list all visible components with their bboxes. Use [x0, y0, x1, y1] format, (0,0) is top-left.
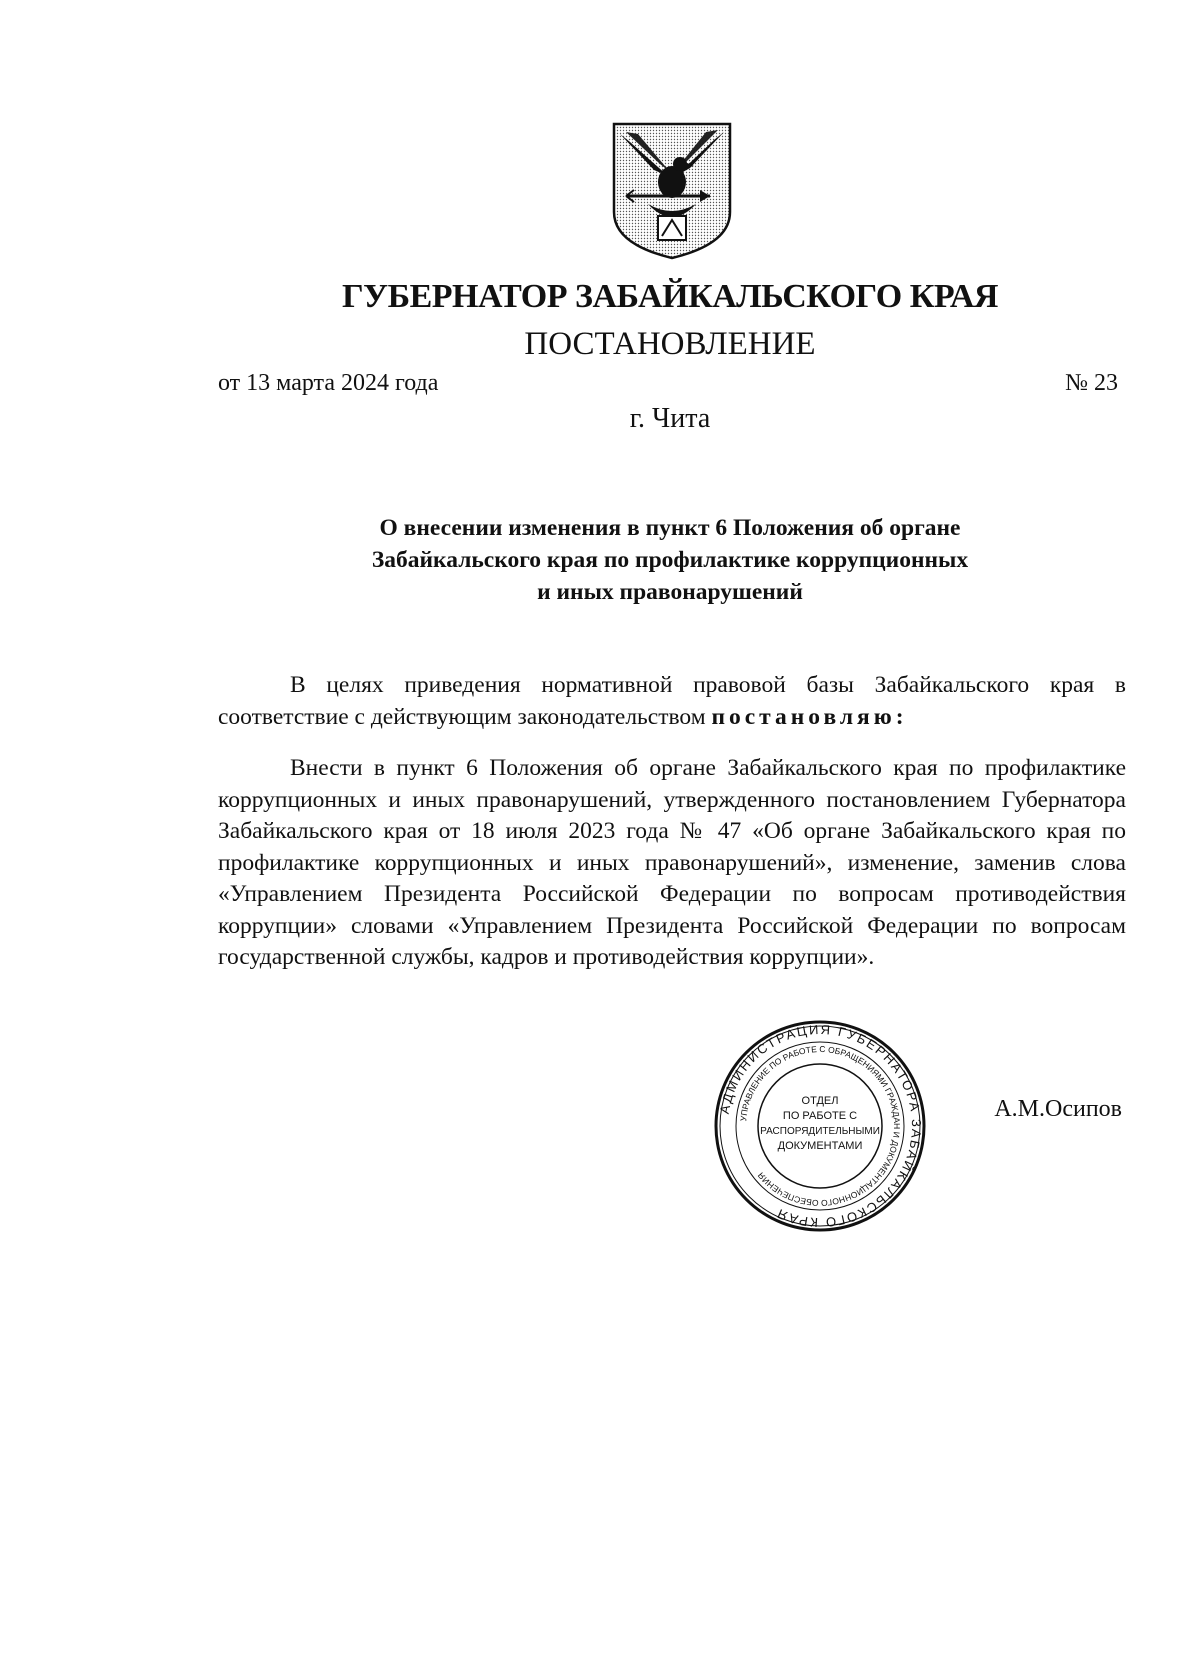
coat-of-arms-emblem — [610, 120, 734, 262]
decree-keyword: постановляю: — [711, 703, 908, 730]
body-paragraph-2: Внести в пункт 6 Положения об органе Забайкальского края по профилактике коррупционных и иных правонарушений, утвержденного постановлением Губернатора Забайкальского края от 18 июля 2023 года № 47 «Об органе Забайкальского края по профилактике коррупционных и иных правонарушений», изменение, заменив слова «Управлением Президента Российской Федерации по вопросам противодействия коррупции» словами «Управлением Президента Российской Федерации по вопросам государственной службы, кадров и противодействия коррупции». — [218, 755, 1126, 970]
issuing-authority: ГУБЕРНАТОР ЗАБАЙКАЛЬСКОГО КРАЯ — [342, 278, 998, 315]
document-date: от 13 марта 2024 года — [218, 370, 439, 396]
stamp-middle-text: УПРАВЛЕНИЕ ПО РАБОТЕ С ОБРАЩЕНИЯМИ ГРАЖДАН И ДОКУМЕНТАЦИОННОГО ОБЕСПЕЧЕНИЯ — [738, 1043, 903, 1209]
stamp-center-line-2: ПО РАБОТЕ С — [782, 1110, 858, 1122]
document-city: г. Чита — [629, 403, 711, 434]
document-number: № 23 — [1065, 370, 1118, 396]
stamp-center-line-1: ОТДЕЛ — [801, 1095, 839, 1107]
stamp-outer-text: АДМИНИСТРАЦИЯ ГУБЕРНАТОРА ЗАБАЙКАЛЬСКОГО КРАЯ — [716, 1021, 925, 1231]
subject-line-2: Забайкальского края по профилактике коррупционных — [371, 547, 969, 573]
signatory-name: А.М.Осипов — [994, 1096, 1122, 1122]
body-paragraph-1 — [218, 670, 1126, 733]
subject-line-1: О внесении изменения в пункт 6 Положения об органе — [379, 515, 961, 541]
document-subject — [300, 512, 1040, 608]
subject-line-3: и иных правонарушений — [537, 579, 803, 605]
official-stamp — [712, 1018, 928, 1234]
document-type: ПОСТАНОВЛЕНИЕ — [524, 326, 816, 362]
stamp-center-line-3: РАСПОРЯДИТЕЛЬНЫМИ — [760, 1126, 880, 1137]
paragraph-1-text: В целях приведения нормативной правовой базы Забайкальского края в соответствие с действующим законодательством — [218, 672, 1126, 730]
stamp-center-line-4: ДОКУМЕНТАМИ — [777, 1140, 863, 1152]
